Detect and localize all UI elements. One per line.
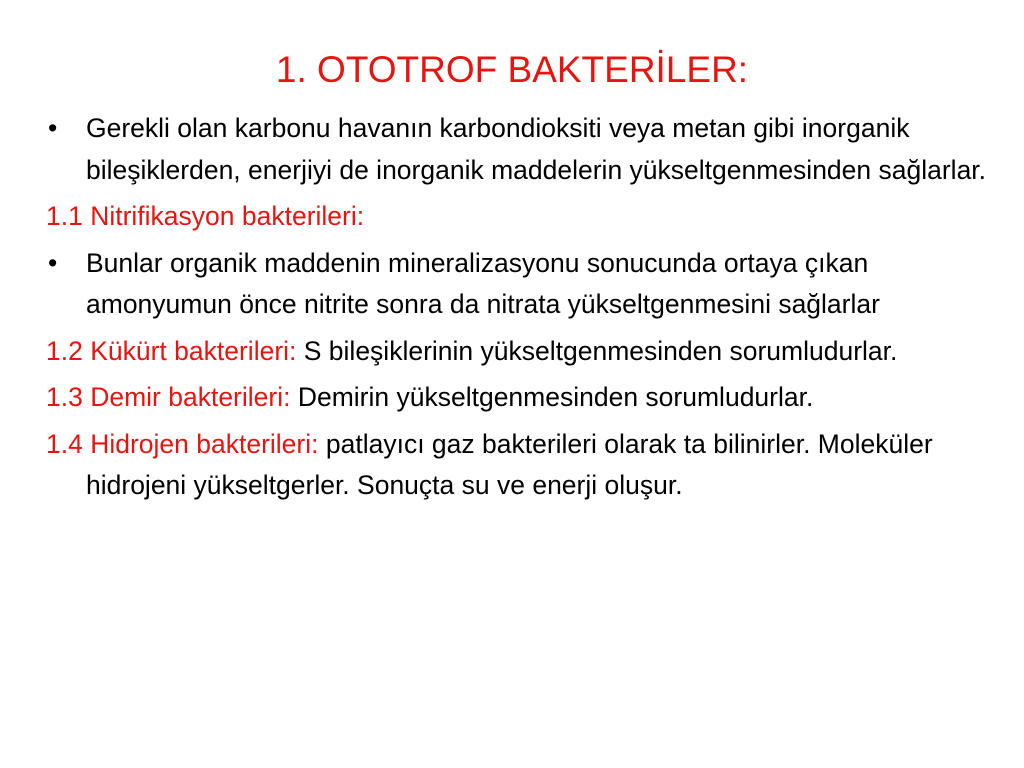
section-text: S bileşiklerinin yükseltgenmesinden sorumludurlar. (296, 335, 898, 366)
bullet-item (46, 243, 996, 326)
bullet-icon: • (48, 113, 58, 143)
section-heading-label: 1.2 Kükürt bakterileri: (46, 335, 297, 366)
slide-body (46, 108, 996, 512)
section-1-4 (46, 424, 996, 507)
slide-title: 1. OTOTROF BAKTERİLER: (275, 49, 749, 90)
section-heading-1-1 (46, 196, 996, 238)
section-1-3 (46, 377, 996, 419)
section-text: Demirin yükseltgenmesinden sorumludurlar. (290, 382, 814, 412)
bullet-item (46, 108, 996, 191)
section-text: patlayıcı gaz bakterileri olarak ta bilinirler. Moleküler hidrojeni yükseltgerler. Sonuçta su ve enerji oluşur. (86, 428, 933, 500)
bullet-icon: • (48, 247, 58, 278)
bullet-text: Bunlar organik maddenin mineralizasyonu sonucunda ortaya çıkan amonyumun önce nitrite sonra da nitrata yükseltgenmesini sağlarlar (86, 247, 880, 319)
section-heading-label: 1.3 Demir bakterileri: (46, 382, 291, 412)
section-heading-label: 1.4 Hidrojen bakterileri: (46, 428, 319, 459)
section-heading-label: 1.1 Nitrifikasyon bakterileri: (46, 201, 365, 231)
bullet-text: Gerekli olan karbonu havanın karbondioksiti veya metan gibi inorganik bileşiklerden, enerjiyi de inorganik maddelerin yükseltgenmesinden sağlarlar. (86, 113, 987, 185)
section-1-2 (46, 331, 996, 373)
